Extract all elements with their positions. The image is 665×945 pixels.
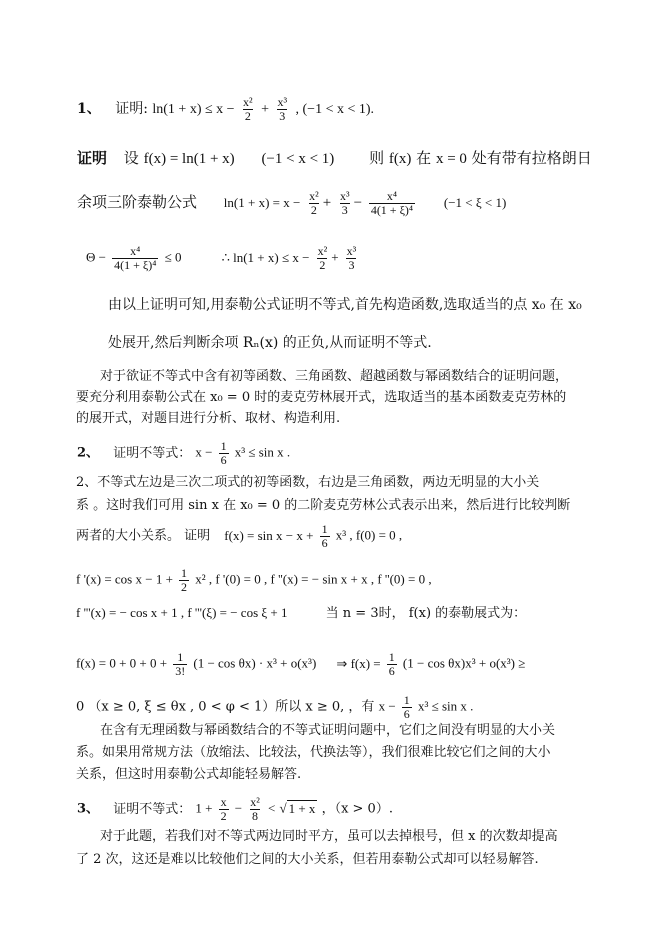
formula: (1 − cos θx) · x³ + o(x³)	[193, 655, 317, 671]
text: 当 n = 3时， f(x) 的泰勒展式为：	[325, 606, 527, 621]
formula: x = 0	[435, 151, 467, 167]
p2-body-line-3	[76, 523, 402, 549]
operator: −	[234, 800, 243, 816]
text: 设	[123, 149, 139, 167]
operator: +	[322, 195, 332, 212]
summary-line-2: 处展开,然后判断余项 Rₙ(x) 的正负,从而证明不等式.	[108, 335, 432, 351]
problem-lead: 证明不等式：	[113, 801, 192, 817]
problem-lead: 证明:	[115, 101, 148, 118]
formula: (1 − cos θx)x³ + o(x³) ≥	[402, 655, 526, 671]
fraction: $\frac{1}{6}$	[321, 522, 328, 550]
problem-number: 3、	[77, 801, 100, 817]
fraction: $\frac{1}{6}$	[403, 693, 410, 721]
problem-1	[77, 96, 374, 122]
fraction: $\frac{1}{6}$	[220, 439, 227, 467]
fraction: $\frac{\text{x³}}{3}$	[346, 244, 357, 272]
fraction: $\frac{\text{x⁴}}{\text{4(1 + ξ)⁴}}$	[114, 244, 157, 272]
para3-line-3: 关系，但这时用泰勒公式却能轻易解答.	[76, 767, 302, 782]
fraction: $\frac{\text{x²}}{8}$	[250, 795, 260, 823]
operator: −	[353, 195, 363, 212]
problem-number: 1、	[77, 101, 101, 118]
formula: f '''(x) = − cos x + 1 , f '''(ξ) = − cos ξ + 1	[76, 605, 288, 620]
para3-line-2: 系。如果用常规方法（放缩法、比较法，代换法等），我们很难比较它们之间的大小	[76, 745, 551, 760]
fraction: $\frac{\text{x⁴}}{\text{4(1 + ξ)⁴}}$	[370, 189, 414, 217]
proof-line-1	[77, 151, 592, 167]
para2-line-2: 要充分利用泰勒公式在 x₀ = 0 时的麦克劳林展开式，选取适当的基本函数麦克劳林的	[76, 390, 567, 405]
fraction: $\frac{\text{x²}}{2}$	[243, 95, 253, 123]
para4-line-1: 对于此题，若我们对不等式两边同时平方，虽可以去掉根号，但 x 的次数却提高	[100, 829, 558, 844]
problem-lead: 证明不等式：	[113, 445, 192, 461]
condition: (−1 < x < 1)	[261, 151, 335, 167]
text: 则	[369, 149, 385, 167]
formula: f(x)	[388, 151, 412, 167]
fraction: $\frac{\text{x²}}{2}$	[317, 244, 328, 272]
formula: x² , f '(0) = 0 , f ''(x) = − sin x + x , f ''(0) = 0 ,	[195, 571, 432, 587]
operator: +	[331, 249, 339, 265]
summary-line-1: 由以上证明可知,用泰勒公式证明不等式,首先构造函数,选取适当的点 x₀ 在 x₀	[108, 297, 582, 313]
formula: f(x) = ln(1 + x)	[143, 151, 235, 167]
problem-3	[77, 796, 393, 822]
formula: f '(x) = cos x − 1 +	[76, 571, 173, 587]
fraction: $\frac{1}{6}$	[388, 650, 395, 678]
formula: f(x) = 0 + 0 + 0 +	[76, 655, 168, 671]
para2-line-1: 对于欲证不等式中含有初等函数、三角函数、超越函数与幂函数结合的证明问题，	[100, 369, 569, 384]
operator: <	[267, 800, 276, 816]
formula: ≤ 0	[164, 249, 182, 265]
sqrt-symbol: √	[279, 800, 287, 816]
formula: x³ ≤ sin x .	[234, 444, 291, 460]
formula: Θ −	[86, 249, 106, 265]
formula: ⇒ f(x) =	[336, 655, 381, 671]
formula: f(x) = sin x − x +	[224, 527, 314, 543]
para3-line-1: 在含有无理函数与幂函数结合的不等式证明问题中，它们之间没有明显的大小关	[100, 723, 556, 738]
formula: ln(1 + x) = x −	[223, 195, 301, 211]
p2-body-line-2: 系 。这时我们可用 sin x 在 x₀ = 0 的二阶麦克劳林公式表示出来，然后进行比较判断	[76, 498, 571, 513]
text: 两者的大小关系。 证明	[76, 528, 211, 544]
proof-label: 证明	[77, 149, 108, 167]
fraction: $\frac{\text{x²}}{2}$	[309, 189, 319, 217]
fraction: $\frac{\text{x³}}{3}$	[339, 189, 350, 217]
formula: x³ , f(0) = 0 ,	[335, 527, 403, 543]
formula: 1 + x	[288, 800, 316, 816]
fraction: $\frac{1}{3!}$	[175, 650, 186, 678]
p2-body-line-1: 2、不等式左边是三次二项式的初等函数，右边是三角函数，两边无明显的大小关	[76, 475, 540, 490]
formula: x −	[195, 444, 213, 460]
condition: ，（x > 0）.	[321, 801, 393, 817]
fraction: $\frac{1}{2}$	[181, 566, 188, 594]
proof-line-3	[86, 245, 360, 271]
fraction: $\frac{\text{x³}}{3}$	[277, 95, 288, 123]
formula: ∴ ln(1 + x) ≤ x −	[221, 249, 310, 265]
p2-body-line-7	[76, 694, 473, 720]
p2-body-line-4	[76, 567, 432, 593]
proof-line-2	[77, 190, 506, 216]
text: 余项三阶泰勒公式	[77, 193, 198, 212]
p2-body-line-6	[76, 651, 525, 677]
para4-line-2: 了 2 次，这还是难以比较他们之间的大小关系，但若用泰勒公式却可以轻易解答.	[76, 852, 539, 867]
problem-number: 2、	[77, 445, 100, 461]
para2-line-3: 的展开式，对题目进行分析、取材、构造利用.	[76, 411, 341, 426]
text: 在	[416, 149, 432, 167]
formula: ln(1 + x) ≤ x −	[152, 102, 235, 118]
formula: x³ ≤ sin x .	[417, 698, 474, 714]
text: 0 （x ≥ 0, ξ ≤ θx , 0 < φ < 1）所以 x ≥ 0, ，有	[76, 699, 375, 715]
condition: , (−1 < x < 1).	[295, 102, 375, 118]
formula: x −	[378, 698, 396, 714]
p2-body-line-5	[76, 606, 526, 620]
formula: 1 +	[195, 800, 213, 816]
fraction: $\frac{x}{2}$	[220, 795, 227, 823]
operator: +	[261, 102, 269, 118]
text: 处有带有拉格朗日	[471, 149, 592, 167]
condition: (−1 < ξ < 1)	[443, 195, 507, 211]
problem-2	[77, 440, 290, 466]
